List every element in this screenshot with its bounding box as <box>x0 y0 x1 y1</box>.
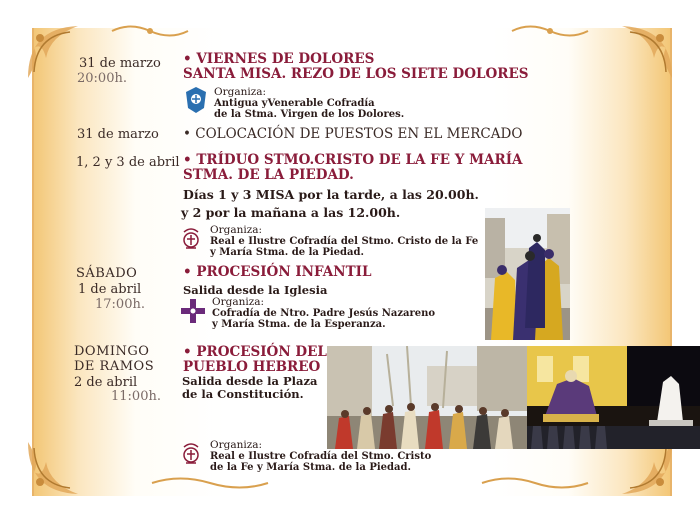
event-2-date: 31 de marzo <box>77 127 159 142</box>
event-5-time: 11:00h. <box>111 389 161 404</box>
cofradia-fe-emblem-icon <box>180 226 202 252</box>
event-1-title-line-1: • VIERNES DE DOLORES <box>183 51 375 67</box>
corner-ornament-top-right <box>610 18 680 88</box>
photo-night-procession <box>527 346 700 449</box>
event-1-organizer-line-1: Antigua yVenerable Cofradía <box>214 98 375 109</box>
nazareno-cross-icon <box>180 298 206 324</box>
event-5-date-line-1: DOMINGO <box>74 344 150 359</box>
corner-ornament-bottom-left <box>20 432 90 502</box>
event-4-time: 17:00h. <box>95 297 145 312</box>
event-5-detail-line-1: Salida desde la Plaza <box>182 374 318 388</box>
event-4-organizer-label: Organiza: <box>212 296 265 308</box>
event-4-detail: Salida desde la Iglesia <box>183 283 328 297</box>
event-5-organizer-line-1: Real e Ilustre Cofradía del Stmo. Cristo <box>210 451 432 462</box>
event-2-title: • COLOCACIÓN DE PUESTOS EN EL MERCADO <box>183 126 523 142</box>
event-4-date-line-2: 1 de abril <box>78 282 142 297</box>
event-3-title-line-2: STMA. DE LA PIEDAD. <box>183 167 354 183</box>
event-3-detail-line-1: Días 1 y 3 MISA por la tarde, a las 20.00h. <box>183 187 479 202</box>
event-4-title: • PROCESIÓN INFANTIL <box>183 264 372 280</box>
photo-children-procession <box>485 208 570 340</box>
event-5-detail-line-2: de la Constitución. <box>182 387 304 401</box>
event-3-title-line-1: • TRÍDUO STMO.CRISTO DE LA FE Y MARÍA <box>183 152 523 168</box>
event-1-title-line-2: SANTA MISA. REZO DE LOS SIETE DOLORES <box>183 66 529 82</box>
dolores-emblem-icon <box>184 86 208 114</box>
event-1-organizer-line-2: de la Stma. Virgen de los Dolores. <box>214 109 405 120</box>
event-3-date: 1, 2 y 3 de abril <box>76 155 180 170</box>
event-4-date-line-1: SÁBADO <box>76 266 138 281</box>
event-1-time: 20:00h. <box>77 71 127 86</box>
event-3-organizer-line-1: Real e Ilustre Cofradía del Stmo. Cristo de la Fe <box>210 236 479 247</box>
event-4-organizer-line-2: y María Stma. de la Esperanza. <box>212 319 386 330</box>
event-5-date-line-3: 2 de abril <box>74 375 138 390</box>
cofradia-fe-emblem-icon-2 <box>180 441 202 467</box>
event-1-date: 31 de marzo <box>79 56 161 71</box>
event-5-title-line-2: PUEBLO HEBREO <box>183 359 321 375</box>
event-5-organizer-label: Organiza: <box>210 439 263 451</box>
event-1-organizer-label: Organiza: <box>214 86 267 98</box>
event-3-detail-line-2: y 2 por la mañana a las 12.00h. <box>181 205 401 220</box>
top-swirl-left <box>110 22 190 40</box>
top-swirl-right <box>510 22 590 40</box>
event-5-date-line-2: DE RAMOS <box>74 359 155 374</box>
event-5-title-line-1: • PROCESIÓN DEL <box>183 344 327 360</box>
bottom-swirl-left <box>150 474 270 492</box>
event-5-organizer-line-2: de la Fe y María Stma. de la Piedad. <box>210 462 411 473</box>
event-3-organizer-line-2: y María Stma. de la Piedad. <box>210 247 364 258</box>
event-3-organizer-label: Organiza: <box>210 224 263 236</box>
event-4-organizer-line-1: Cofradía de Ntro. Padre Jesús Nazareno <box>212 308 436 319</box>
bottom-swirl-right <box>480 474 590 492</box>
photo-palm-sunday-procession <box>327 346 527 449</box>
